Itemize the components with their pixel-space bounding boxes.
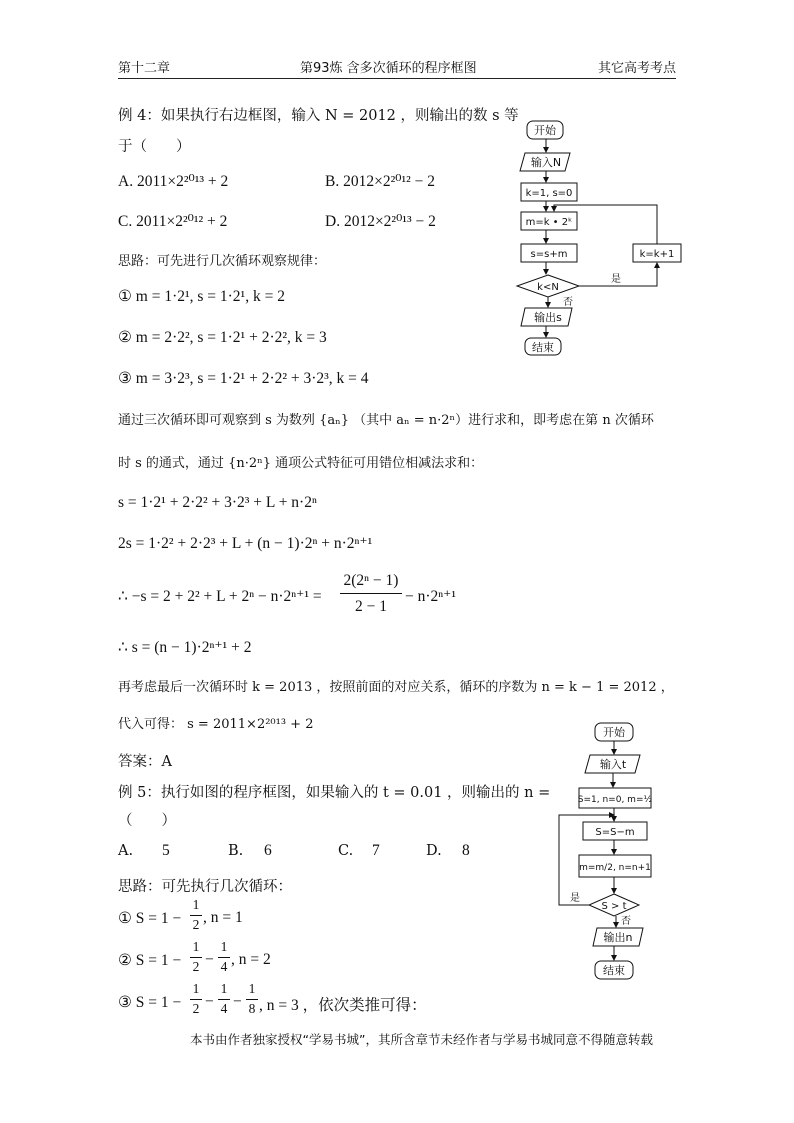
ex4-question-line1: 例 4：如果执行右边框图，输入 N = 2012 ，则输出的数 s 等 xyxy=(118,108,519,124)
fc2-m-assign-label: m=m/2, n=n+1 xyxy=(579,863,651,873)
fc1-init-label: k=1, s=0 xyxy=(525,188,573,199)
ex4-para3: 再考虑最后一次循环时 k = 2013 ，按照前面的对应关系，循环的序数为 n = k − 1 = 2012 ， xyxy=(118,680,674,695)
ex5-option-c-value: 7 xyxy=(372,842,380,859)
ex5-step3-num-a: 1 xyxy=(192,981,200,996)
ex5-step1-num: 1 xyxy=(192,897,200,912)
ex5-idea: 思路：可先执行几次循环： xyxy=(118,879,292,895)
ex5-option-d-label: D. xyxy=(426,843,442,859)
fraction-bar xyxy=(190,999,202,1000)
fc1-s-assign-label: s=s+m xyxy=(530,249,568,260)
ex5-step3-den-b: 4 xyxy=(220,1001,228,1016)
ex4-para1: 通过三次循环即可观察到 s 为数列 {aₙ} （其中 aₙ = n·2ⁿ）进行求和，即考虑在第 n 次循环 xyxy=(118,413,654,428)
ex4-para4: 代入可得： s = 2011×2²⁰¹³ + 2 xyxy=(118,717,314,732)
ex4-eq3-denominator: 2 − 1 xyxy=(355,598,387,615)
ex5-step3-suffix: , n = 3 ，依次类推可得： xyxy=(259,997,427,1014)
fraction-bar xyxy=(218,957,230,958)
ex5-step2-minus: − xyxy=(205,951,214,968)
ex5-step3-den-a: 2 xyxy=(192,1001,200,1016)
ex4-step3: ③ m = 3·2³, s = 1·2¹ + 2·2² + 3·2³, k = 4 xyxy=(118,370,369,387)
fc2-yes-label: 是 xyxy=(570,893,580,904)
ex4-option-c: C. 2011×2²⁰¹² + 2 xyxy=(118,213,228,230)
flowchart-example5 xyxy=(555,720,685,985)
ex5-step2-num-b: 1 xyxy=(220,939,228,954)
ex4-eq3-right: − n·2ⁿ⁺¹ xyxy=(405,588,456,605)
ex4-eq3-left: ∴ −s = 2 + 2² + L + 2ⁿ − n·2ⁿ⁺¹ = xyxy=(118,588,322,605)
flowchart-example4 xyxy=(510,115,690,360)
fraction-bar xyxy=(190,957,202,958)
fraction-bar xyxy=(218,999,230,1000)
fc1-output-label: 输出s xyxy=(534,311,562,324)
ex4-option-d: D. 2012×2²⁰¹³ − 2 xyxy=(325,213,436,230)
fc1-start-label: 开始 xyxy=(534,124,556,137)
fc2-s-assign-label: S=S−m xyxy=(595,827,635,838)
fc2-start-label: 开始 xyxy=(603,726,625,739)
fc1-input-label: 输入N xyxy=(530,156,562,169)
ex5-option-b-value: 6 xyxy=(264,842,272,859)
ex5-step2-prefix: ② S = 1 − xyxy=(118,952,182,969)
ex5-step2-num-a: 1 xyxy=(192,939,200,954)
ex4-option-b: B. 2012×2²⁰¹² − 2 xyxy=(325,173,435,190)
fc1-no-label: 否 xyxy=(563,297,573,308)
fc1-k-inc-label: k=k+1 xyxy=(639,249,675,260)
ex5-step3-prefix: ③ S = 1 − xyxy=(118,994,182,1011)
ex5-step3-minus-b: − xyxy=(233,993,242,1010)
ex5-step2-den-a: 2 xyxy=(192,959,200,974)
ex5-question-line2: （ ） xyxy=(118,813,176,829)
copyright-footer: 本书由作者独家授权“学易书城”，其所含章节未经作者与学易书城同意不得随意转载 xyxy=(190,1032,653,1047)
ex4-para2: 时 s 的通式，通过 {n·2ⁿ} 通项公式特征可用错位相减法求和： xyxy=(118,456,484,471)
topic-label: 其它高考考点 xyxy=(598,61,677,76)
ex4-option-a: A. 2011×2²⁰¹³ + 2 xyxy=(118,173,229,190)
fc1-cond-label: k<N xyxy=(537,282,559,293)
ex5-step2-den-b: 4 xyxy=(220,959,228,974)
ex5-step3-den-c: 8 xyxy=(248,1001,256,1016)
ex5-step2-suffix: , n = 2 xyxy=(231,951,271,968)
ex5-option-a-label: A. xyxy=(118,843,134,859)
ex4-step1: ① m = 1·2¹, s = 1·2¹, k = 2 xyxy=(118,288,285,305)
fc1-m-assign-label: m=k • 2ᵏ xyxy=(525,217,573,228)
ex4-step2: ② m = 2·2², s = 1·2¹ + 2·2², k = 3 xyxy=(118,329,327,346)
ex4-eq2: 2s = 1·2² + 2·2³ + L + (n − 1)·2ⁿ + n·2ⁿ⁺¹ xyxy=(118,535,373,552)
header-rule xyxy=(118,78,676,79)
ex5-step1-suffix: , n = 1 xyxy=(203,909,243,926)
fc2-input-label: 输入t xyxy=(599,758,627,771)
ex4-idea: 思路：可先进行几次循环观察规律： xyxy=(118,254,327,269)
ex5-step3-num-c: 1 xyxy=(248,981,256,996)
ex5-option-b-label: B. xyxy=(228,843,244,859)
ex4-eq1: s = 1·2¹ + 2·2² + 3·2³ + L + n·2ⁿ xyxy=(118,494,317,511)
fc2-no-label: 否 xyxy=(621,916,631,927)
fraction-bar xyxy=(246,999,258,1000)
ex4-answer: 答案：A xyxy=(118,754,172,770)
ex4-eq3-numerator: 2(2ⁿ − 1) xyxy=(343,572,399,589)
ex5-option-d-value: 8 xyxy=(462,842,470,859)
fc2-end-label: 结束 xyxy=(603,964,625,977)
fc2-output-label: 输出n xyxy=(603,931,633,944)
ex5-option-c-label: C. xyxy=(338,843,354,859)
chapter-label: 第十二章 xyxy=(118,61,171,76)
section-title: 第93炼 含多次循环的程序框图 xyxy=(300,61,477,76)
ex5-step1-den: 2 xyxy=(192,917,200,932)
ex5-step1-prefix: ① S = 1 − xyxy=(118,910,182,927)
ex5-step3-minus-a: − xyxy=(205,993,214,1010)
ex5-option-a-value: 5 xyxy=(162,842,170,859)
fc2-cond-label: S > t xyxy=(601,901,627,912)
ex5-question-line1: 例 5：执行如图的程序框图，如果输入的 t = 0.01 ，则输出的 n = xyxy=(118,785,551,801)
fraction-bar xyxy=(340,593,402,594)
ex4-eq4: ∴ s = (n − 1)·2ⁿ⁺¹ + 2 xyxy=(118,639,252,656)
fc1-end-label: 结束 xyxy=(532,341,554,354)
ex4-question-line2: 于（ ） xyxy=(118,139,191,155)
ex5-step3-num-b: 1 xyxy=(220,981,228,996)
fc1-yes-label: 是 xyxy=(611,274,621,285)
fraction-bar xyxy=(190,915,202,916)
fc2-init-label: S=1, n=0, m=½ xyxy=(577,795,653,805)
